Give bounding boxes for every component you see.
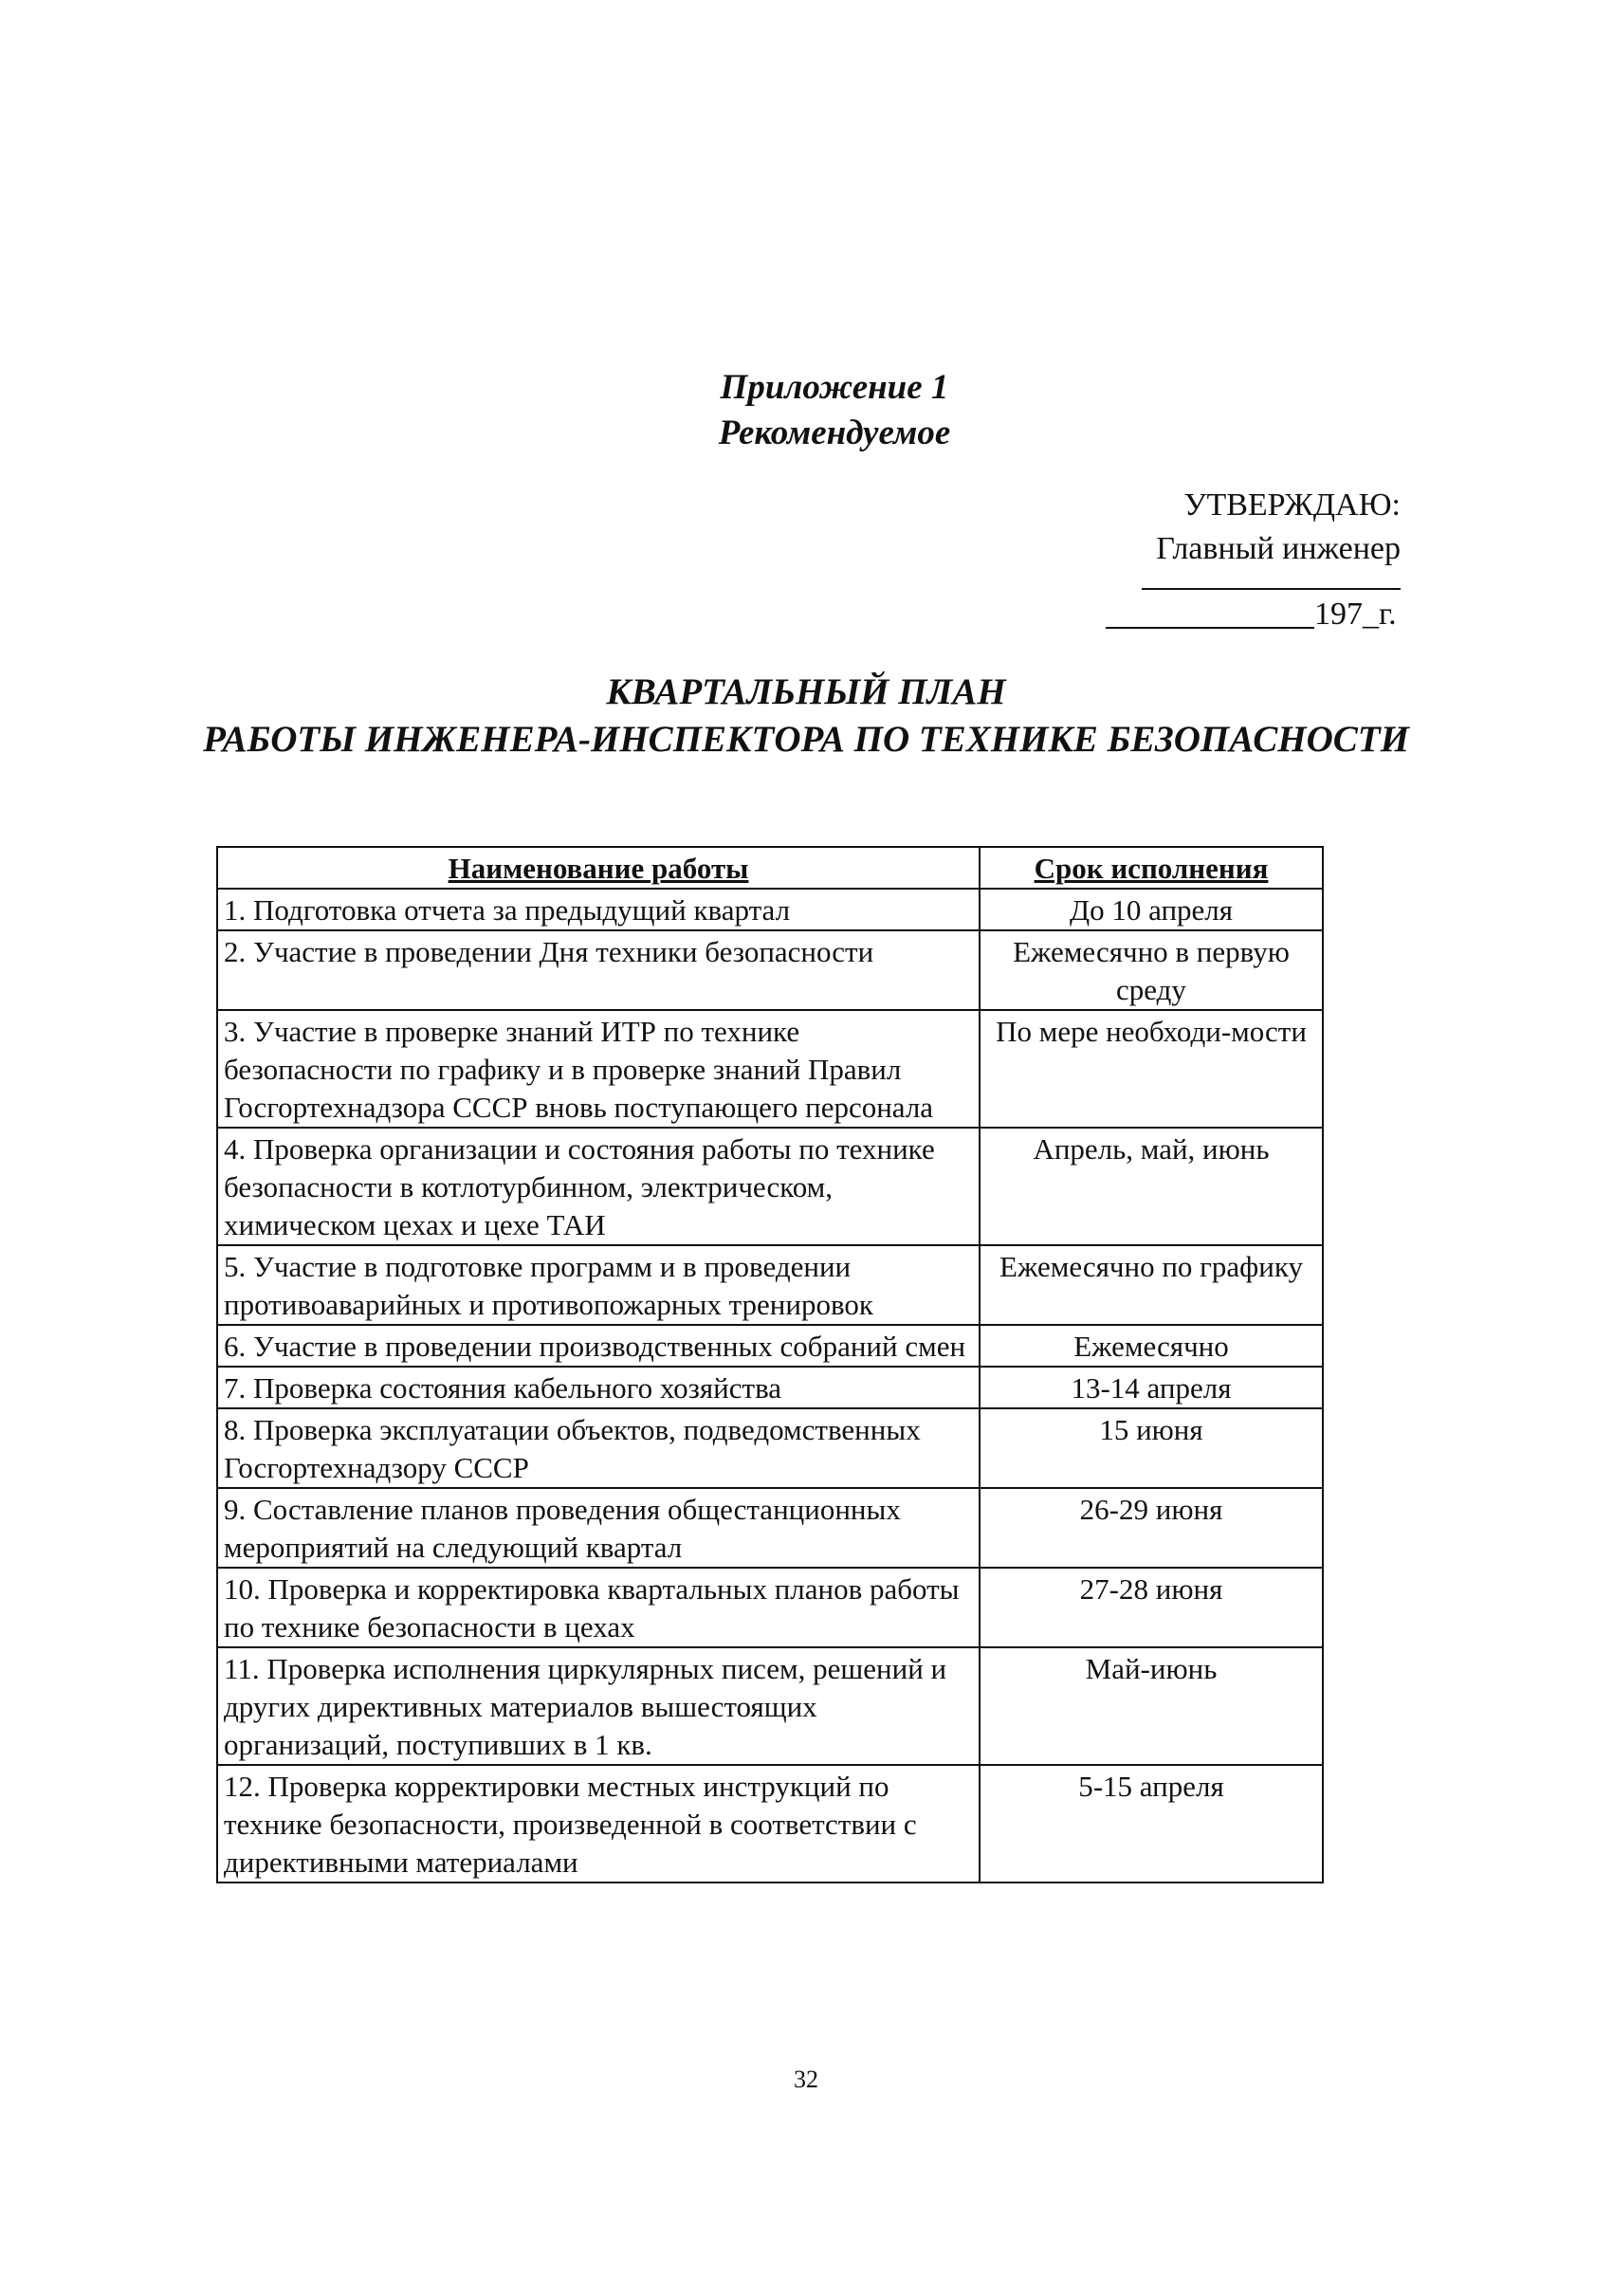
term-cell: Май-июнь xyxy=(980,1647,1323,1765)
term-cell: Ежемесячно в первую среду xyxy=(980,930,1323,1010)
term-cell: 15 июня xyxy=(980,1408,1323,1488)
date-line xyxy=(1106,593,1405,636)
term-cell: По мере необходи-мости xyxy=(980,1010,1323,1128)
table-row xyxy=(217,1488,1323,1568)
task-cell: 6. Участие в проведении производственных собраний смен xyxy=(217,1325,980,1367)
date-blank xyxy=(1106,593,1314,629)
task-cell: 9. Составление планов проведения общестанционных мероприятий на следующий квартал xyxy=(217,1488,980,1568)
task-cell: 10. Проверка и корректировка квартальных планов работы по технике безопасности в цехах xyxy=(217,1568,980,1647)
document-title xyxy=(171,669,1441,763)
approval-block xyxy=(1156,484,1401,571)
title-line-1: КВАРТАЛЬНЫЙ ПЛАН xyxy=(606,671,1006,712)
task-cell: 3. Участие в проверке знаний ИТР по технике безопасности по графику и в проверке знаний Правил Госгортехнадзора СССР вновь поступающего персонала xyxy=(217,1010,980,1128)
task-cell: 8. Проверка эксплуатации объектов, подведомственных Госгортехнадзору СССР xyxy=(217,1408,980,1488)
table-row xyxy=(217,1647,1323,1765)
table-row xyxy=(217,1765,1323,1883)
table-row xyxy=(217,1367,1323,1408)
task-cell: 12. Проверка корректировки местных инструкций по технике безопасности, произведенной в соответствии с директивными материалами xyxy=(217,1765,980,1883)
term-cell: 5-15 апреля xyxy=(980,1765,1323,1883)
title-line-2: РАБОТЫ ИНЖЕНЕРА-ИНСПЕКТОРА ПО ТЕХНИКЕ БЕЗОПАСНОСТИ xyxy=(203,719,1409,760)
table-row xyxy=(217,1408,1323,1488)
term-cell: 27-28 июня xyxy=(980,1568,1323,1647)
appendix-label xyxy=(569,365,1100,456)
term-cell: Апрель, май, июнь xyxy=(980,1128,1323,1245)
table-row xyxy=(217,1325,1323,1367)
task-cell: 5. Участие в подготовке программ и в проведении противоаварийных и противопожарных тренировок xyxy=(217,1245,980,1325)
term-cell: 26-29 июня xyxy=(980,1488,1323,1568)
task-cell: 11. Проверка исполнения циркулярных писем, решений и других директивных материалов вышестоящих организаций, поступивших в 1 кв. xyxy=(217,1647,980,1765)
term-cell: Ежемесячно xyxy=(980,1325,1323,1367)
date-year: 197_г. xyxy=(1314,597,1397,632)
table-row xyxy=(217,1245,1323,1325)
task-cell: 7. Проверка состояния кабельного хозяйства xyxy=(217,1367,980,1408)
header-task: Наименование работы xyxy=(217,847,980,889)
task-cell: 2. Участие в проведении Дня техники безопасности xyxy=(217,930,980,1010)
table-header-row xyxy=(217,847,1323,889)
appendix-status: Рекомендуемое xyxy=(718,413,951,452)
approver-position: Главный инженер xyxy=(1156,531,1401,566)
table-row xyxy=(217,1010,1323,1128)
task-cell: 1. Подготовка отчета за предыдущий квартал xyxy=(217,889,980,930)
header-term: Срок исполнения xyxy=(980,847,1323,889)
term-cell: Ежемесячно по графику xyxy=(980,1245,1323,1325)
appendix-number: Приложение 1 xyxy=(720,368,949,407)
task-cell: 4. Проверка организации и состояния работы по технике безопасности в котлотурбинном, электрическом, химическом цехах и цехе ТАИ xyxy=(217,1128,980,1245)
table-row xyxy=(217,930,1323,1010)
table-row xyxy=(217,1128,1323,1245)
term-cell: До 10 апреля xyxy=(980,889,1323,930)
signature-line xyxy=(1142,588,1401,590)
approval-heading: УТВЕРЖДАЮ: xyxy=(1183,487,1401,523)
plan-table xyxy=(216,846,1324,1883)
table-row xyxy=(217,889,1323,930)
term-cell: 13-14 апреля xyxy=(980,1367,1323,1408)
table-row xyxy=(217,1568,1323,1647)
page-number: 32 xyxy=(794,2066,818,2093)
